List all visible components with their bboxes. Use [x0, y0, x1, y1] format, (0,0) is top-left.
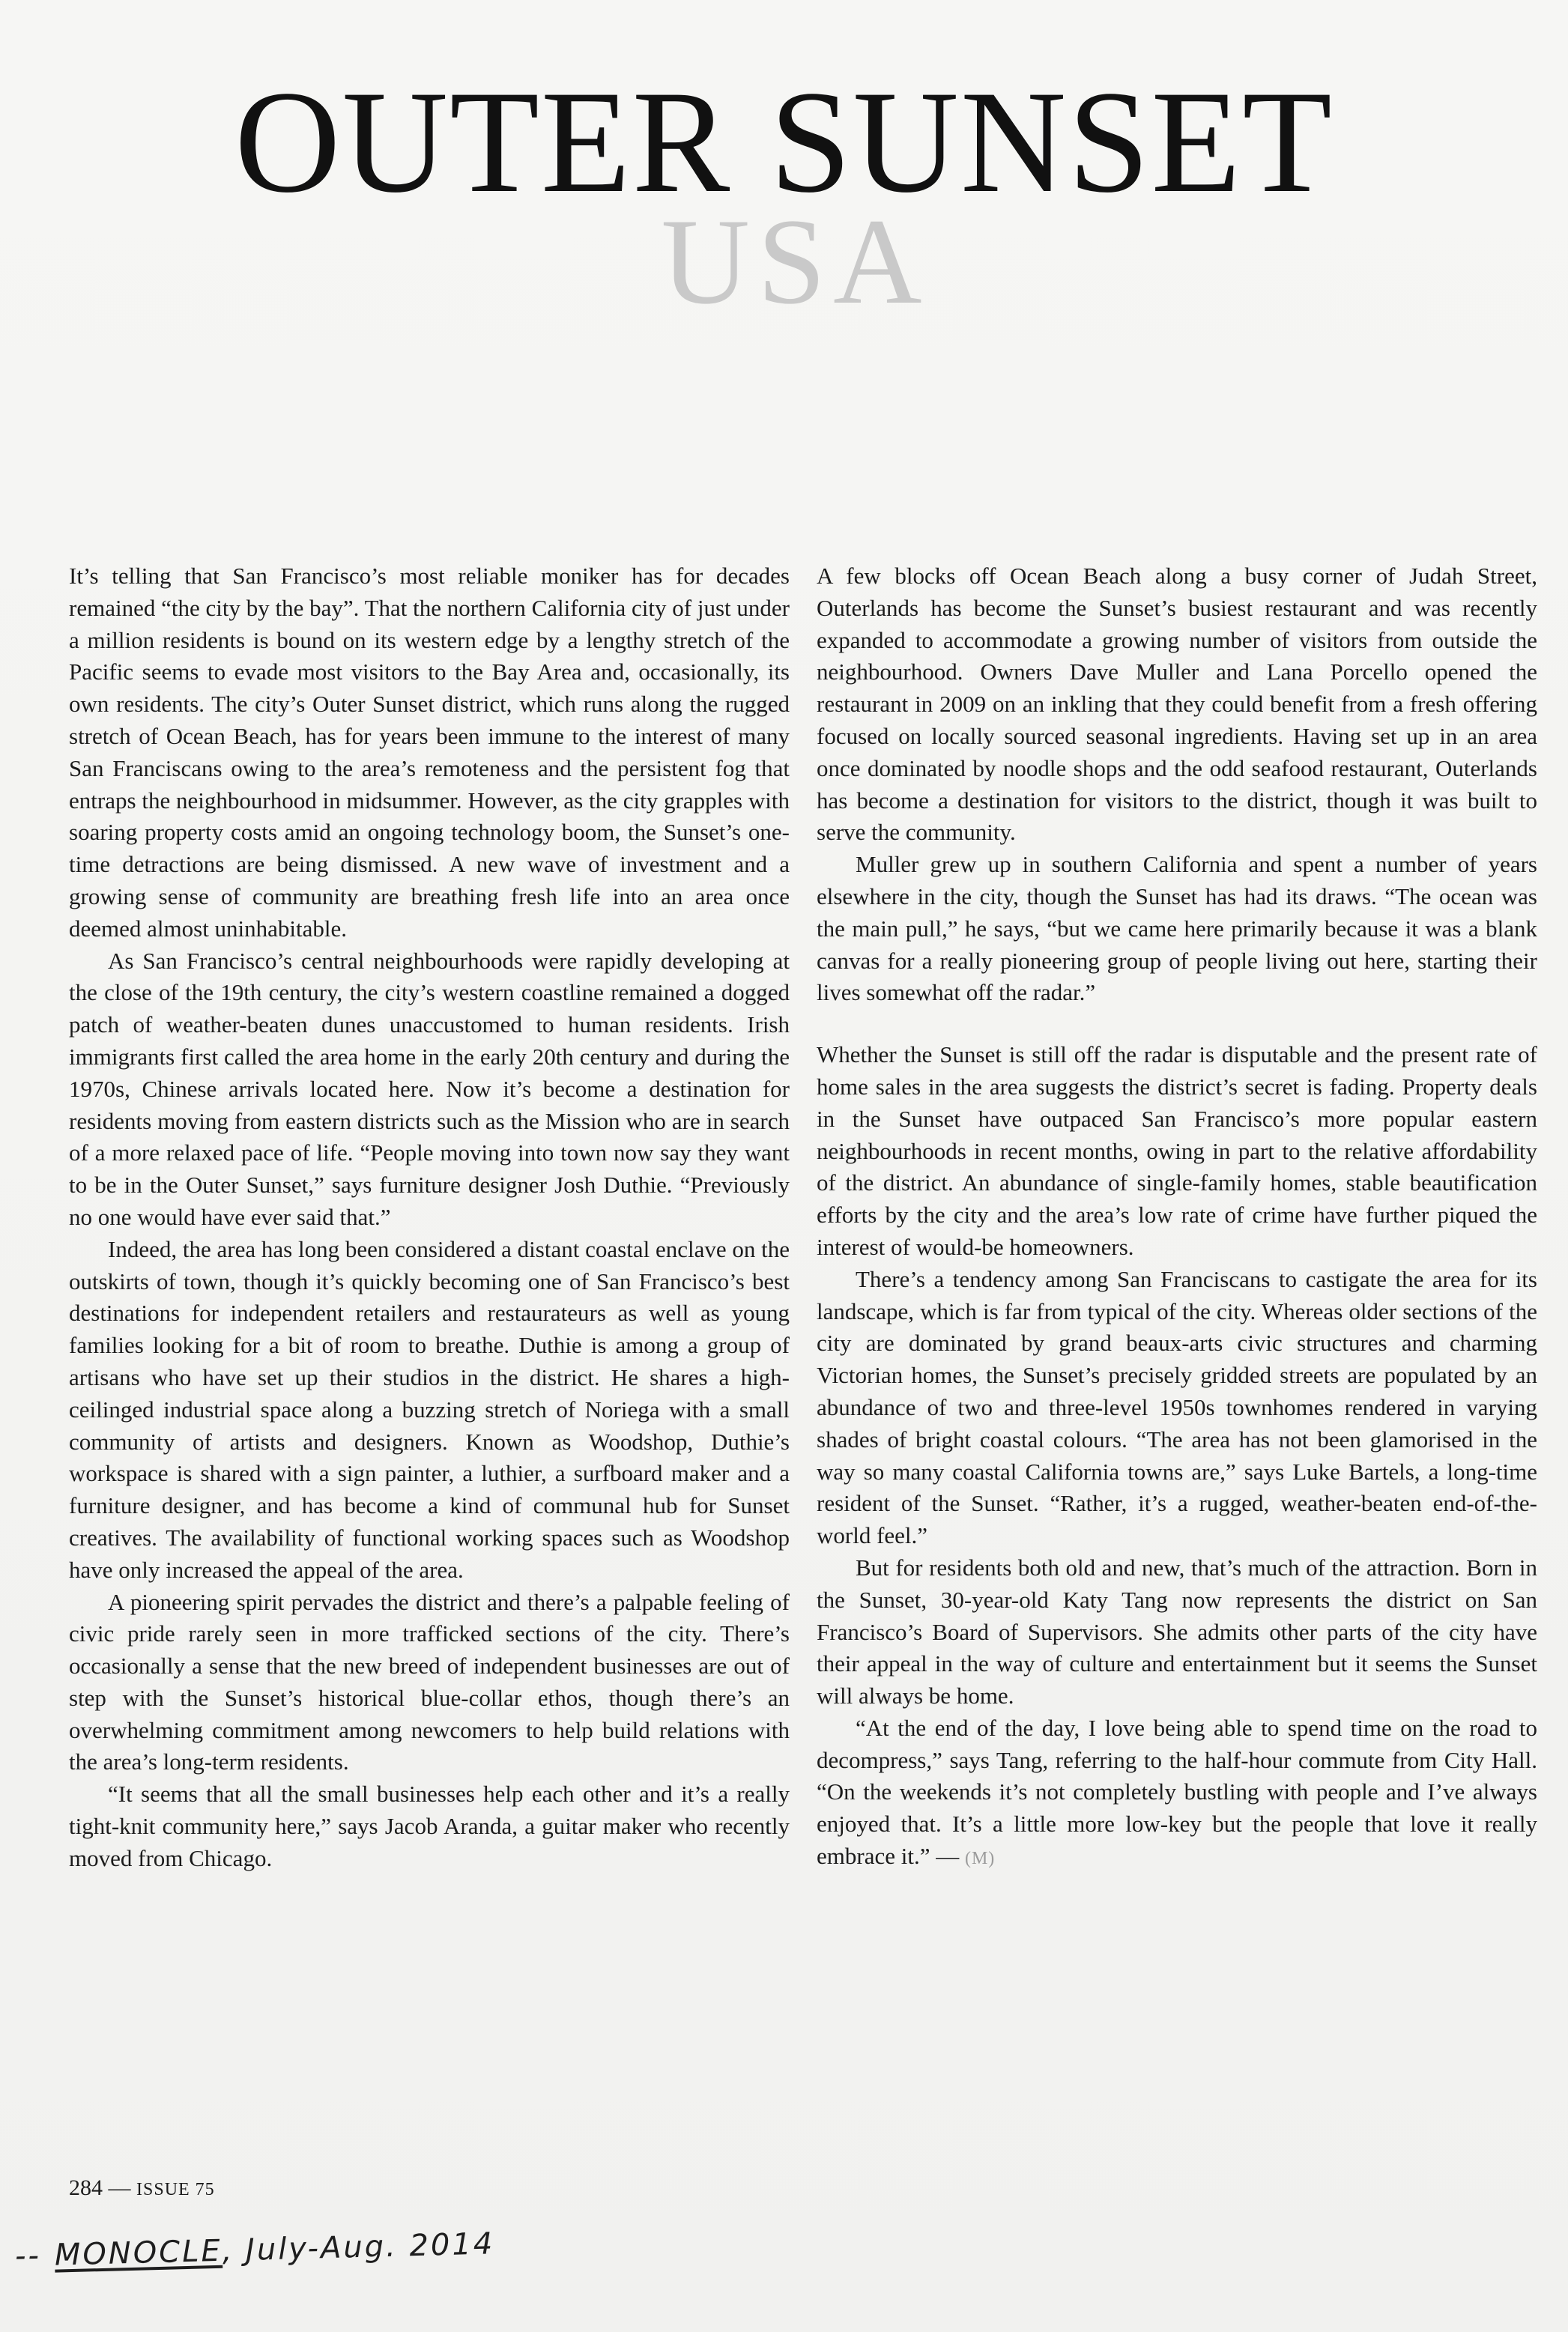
- paragraph: “It seems that all the small businesses help each other and it’s a really tight-knit community here,” says Jacob Aranda, a guitar maker who recently moved from Chicago.: [69, 1781, 790, 1871]
- issue-label: ISSUE 75: [136, 2180, 215, 2199]
- folio-separator: —: [103, 2175, 136, 2200]
- paragraph: But for residents both old and new, that’s much of the attraction. Born in the Sunset, 30-year-old Katy Tang now represents the district on San Francisco’s Board of Supervisors. She admits other parts of the city have their appeal in the way of culture and entertainment but it seems the Sunset will always be home.: [817, 1554, 1537, 1709]
- end-sign: (M): [964, 1849, 996, 1869]
- annotation-dashes: --: [14, 2238, 42, 2274]
- handwritten-annotation: [14, 2221, 495, 2279]
- article-column-right: [817, 560, 1537, 2141]
- annotation-magazine: MONOCLE: [54, 2233, 223, 2273]
- paragraph-last: [817, 1712, 1537, 1875]
- annotation-date: , July-Aug. 2014: [222, 2226, 495, 2268]
- page-title: OUTER SUNSET: [234, 61, 1334, 223]
- paragraph-text: “At the end of the day, I love being able to spend time on the road to decompress,” says Tang, referring to the half-hour commute from City Hall. “On the weekends it’s not completely bustling with people and I’ve always enjoyed that. It’s a little more low-key but the people that love it really embrace it.” —: [817, 1714, 1537, 1870]
- page-number: 284: [69, 2175, 103, 2200]
- paragraph: A few blocks off Ocean Beach along a busy corner of Judah Street, Outerlands has become the Sunset’s busiest restaurant and was recently expanded to accommodate a growing number of visitors from outside the neighbourhood. Owners Dave Muller and Lana Porcello opened the restaurant in 2009 on an inkling that they could benefit from a fresh offering focused on locally sourced seasonal ingredients. Having set up in an area once dominated by noodle shops and the odd seafood restaurant, Outerlands has become a destination for visitors to the district, though it was built to serve the community.: [817, 563, 1537, 846]
- article-column-left: [69, 560, 790, 2141]
- paragraph: There’s a tendency among San Franciscans to castigate the area for its landscape, which is far from typical of the city. Whereas older sections of the city are dominated by grand beaux-arts civic structures and charming Victorian homes, the Sunset’s precisely gridded streets are populated by an abundance of two and three-level 1950s townhomes rendered in varying shades of bright coastal colours. “The area has not been glamorised in the way so many coastal California towns are,” says Luke Bartels, a long-time resident of the Sunset. “Rather, it’s a rugged, weather-beaten end-of-the-world feel.”: [817, 1265, 1537, 1549]
- paragraph: It’s telling that San Francisco’s most reliable moniker has for decades remained “the city by the bay”. That the northern California city of just under a million residents is bound on its western edge by a lengthy stretch of the Pacific seems to evade most visitors to the Bay Area and, occasionally, its own residents. The city’s Outer Sunset district, which runs along the rugged stretch of Ocean Beach, has for years been immune to the interest of many San Franciscans owing to the area’s remoteness and the persistent fog that entraps the neighbourhood in midsummer. However, as the city grapples with soaring property costs amid an ongoing technology boom, the Sunset’s one-time detractions are being dismissed. A new wave of investment and a growing sense of community are breathing fresh life into an area once deemed almost uninhabitable.: [69, 563, 790, 942]
- page-subtitle: USA: [661, 194, 930, 330]
- page-folio: [69, 2175, 215, 2203]
- paragraph: Indeed, the area has long been considered a distant coastal enclave on the outskirts of town, though it’s quickly becoming one of San Francisco’s best destinations for independent retailers and restaurateurs as well as young families looking for a bit of room to breathe. Duthie is among a group of artisans who have set up their studios in the district. He shares a high-ceilinged industrial space along a buzzing stretch of Noriega with a small community of artists and designers. Known as Woodshop, Duthie’s workspace is shared with a sign painter, a luthier, a surfboard maker and a furniture designer, and has become a kind of communal hub for Sunset creatives. The availability of functional working spaces such as Woodshop have only increased the appeal of the area.: [69, 1235, 790, 1583]
- paragraph: A pioneering spirit pervades the district and there’s a palpable feeling of civic pride rarely seen in more trafficked sections of the city. There’s occasionally a sense that the new breed of independent businesses are out of step with the Sunset’s historical blue-collar ethos, though there’s an overwhelming commitment among newcomers to help build relations with the area’s long-term residents.: [69, 1588, 790, 1775]
- paragraph: Whether the Sunset is still off the radar is disputable and the present rate of home sales in the area suggests the district’s secret is fading. Property deals in the Sunset have outpaced San Francisco’s more popular eastern neighbourhoods in recent months, owing in part to the relative affordability of the district. An abundance of single-family homes, stable beautification efforts by the city and the area’s low rate of crime have further piqued the interest of would-be homeowners.: [817, 1041, 1537, 1260]
- paragraph: Muller grew up in southern California and spent a number of years elsewhere in the city, though the Sunset has had its draws. “The ocean was the main pull,” he says, “but we came here primarily because it was a blank canvas for a really pioneering group of people living out here, starting their lives somewhat off the radar.”: [817, 851, 1537, 1006]
- paragraph: As San Francisco’s central neighbourhoods were rapidly developing at the close of the 19th century, the city’s western coastline remained a dogged patch of weather-beaten dunes unaccustomed to human residents. Irish immigrants first called the area home in the early 20th century and during the 1970s, Chinese arrivals located here. Now it’s become a destination for residents moving from eastern districts such as the Mission who are in search of a more relaxed pace of life. “People moving into town now say they want to be in the Outer Sunset,” says furniture designer Josh Duthie. “Previously no one would have ever said that.”: [69, 947, 790, 1230]
